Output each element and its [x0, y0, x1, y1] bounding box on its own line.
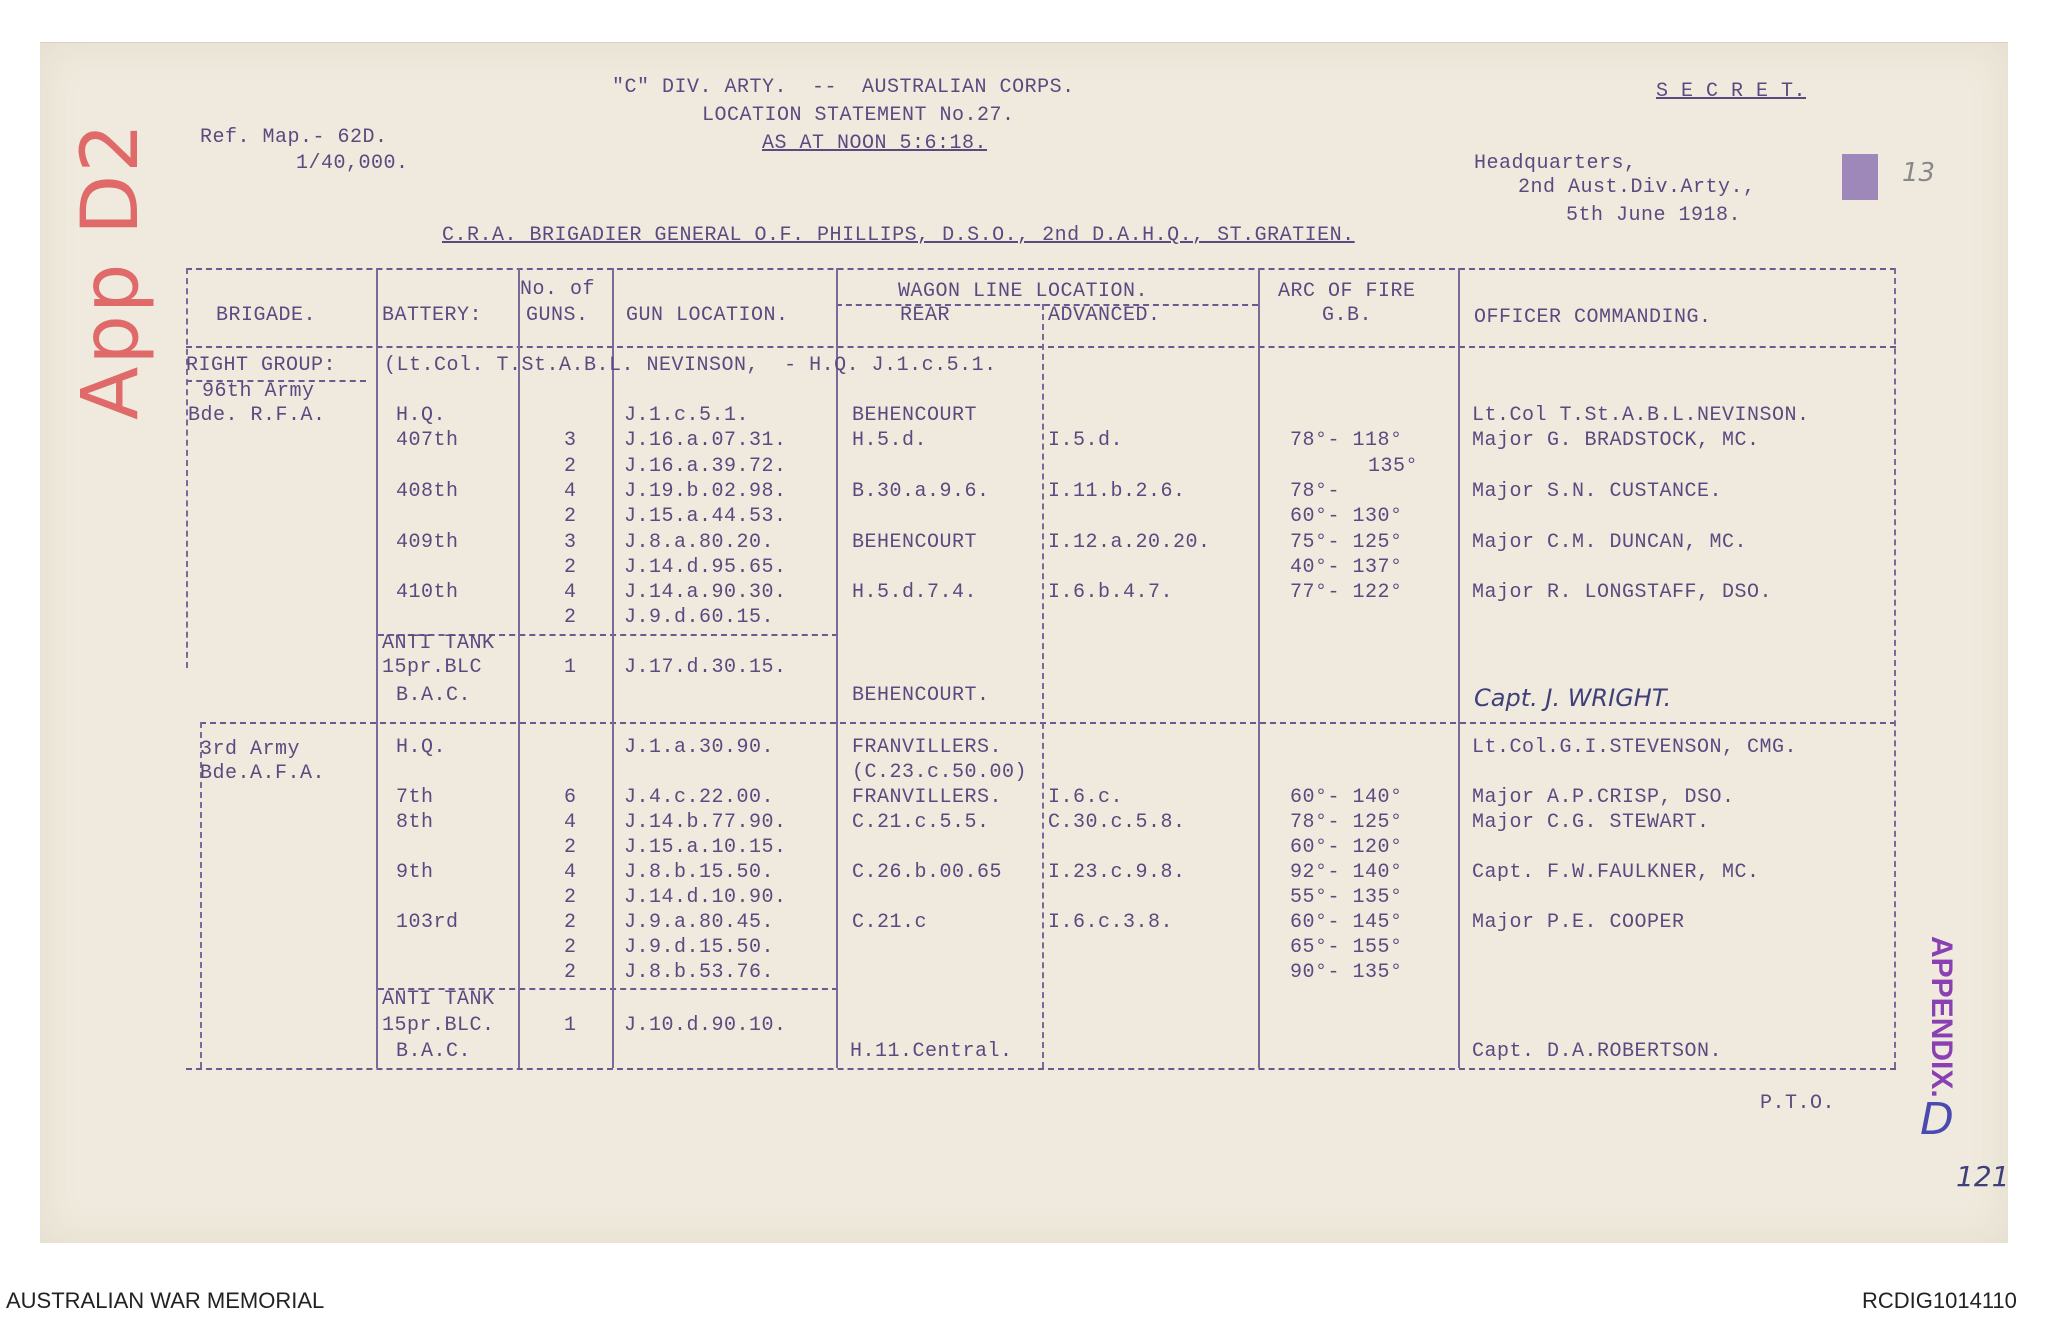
- header-advanced: ADVANCED.: [1048, 304, 1161, 327]
- right-group-label: RIGHT GROUP:: [186, 354, 337, 377]
- cell-battery: 410th: [396, 581, 459, 605]
- cell-arc: 78°-: [1290, 479, 1341, 503]
- cell-loc: J.16.a.07.31.: [624, 429, 787, 453]
- cell-guns: 2: [564, 836, 577, 859]
- cell-battery: H.Q.: [396, 736, 447, 759]
- red-pencil-annotation: App D2: [66, 121, 156, 420]
- cell-guns: 4: [564, 479, 577, 503]
- header-arc-2: G.B.: [1322, 304, 1373, 327]
- group2-brigade-1: 3rd Army: [200, 738, 301, 761]
- cell-officer: Major C.M. DUNCAN, MC.: [1472, 530, 1748, 554]
- right-group-hq: (Lt.Col. T.St.A.B.L. NEVINSON, - H.Q. J.1.c.5.1.: [384, 354, 997, 377]
- group1-bac-rear: BEHENCOURT.: [852, 684, 990, 707]
- cell-arc: 60°- 130°: [1290, 505, 1403, 529]
- cell-guns: 2: [564, 961, 577, 984]
- cell-arc: 75°- 125°: [1290, 530, 1403, 554]
- col-guns-border: [518, 268, 520, 1068]
- cell-officer: Major G. BRADSTOCK, MC.: [1472, 429, 1760, 453]
- cell-adv: I.12.a.20.20.: [1048, 530, 1211, 554]
- cell-loc: J.16.a.39.72.: [624, 454, 787, 478]
- cell-loc: J.8.b.15.50.: [624, 861, 775, 884]
- cell-arc: 90°- 135°: [1290, 961, 1403, 984]
- col-location-border: [612, 268, 614, 1068]
- cell-arc: 77°- 122°: [1290, 581, 1403, 605]
- cell-battery: 8th: [396, 811, 434, 834]
- cell-rear: C.21.c.5.5.: [852, 811, 990, 834]
- group2-brigade-2: Bde.A.F.A.: [200, 762, 326, 785]
- cra-line: C.R.A. BRIGADIER GENERAL O.F. PHILLIPS, D.S.O., 2nd D.A.H.Q., ST.GRATIEN.: [442, 224, 1355, 247]
- cell-officer: Lt.Col.G.I.STEVENSON, CMG.: [1472, 736, 1798, 759]
- cell-guns: 2: [564, 911, 577, 934]
- cell-rear: (C.23.c.50.00): [852, 761, 1028, 784]
- footer-id: RCDIG1014110: [1862, 1288, 2017, 1313]
- cell-adv: I.6.b.4.7.: [1048, 581, 1174, 605]
- header-rear: REAR: [900, 304, 951, 327]
- group2-antitank-loc: J.10.d.90.10.: [624, 1014, 787, 1037]
- cell-arc: 78°- 125°: [1290, 811, 1403, 834]
- cell-loc: J.1.c.5.1.: [624, 404, 750, 427]
- appendix-stamp: APPENDIX.: [1925, 936, 1958, 1098]
- folio-number: 121: [1956, 1160, 2010, 1193]
- cell-loc: J.8.a.80.20.: [624, 530, 775, 554]
- header-officer: OFFICER COMMANDING.: [1474, 306, 1712, 329]
- hq-address-2: 2nd Aust.Div.Arty.,: [1518, 176, 1756, 199]
- cell-rear: BEHENCOURT: [852, 404, 978, 427]
- group-separator-rule: [200, 722, 1896, 724]
- cell-loc: J.9.d.60.15.: [624, 606, 775, 630]
- header-guns-2: GUNS.: [526, 304, 589, 327]
- cell-guns: 4: [564, 861, 577, 884]
- cell-adv: I.6.c.: [1048, 786, 1124, 809]
- cell-guns: 2: [564, 555, 577, 579]
- cell-battery: 103rd: [396, 911, 459, 934]
- table-bottom-rule: [186, 1068, 1896, 1070]
- hq-date: 5th June 1918.: [1566, 204, 1742, 227]
- cell-loc: J.14.b.77.90.: [624, 811, 787, 834]
- title-line-3: AS AT NOON 5:6:18.: [762, 132, 988, 155]
- footer-source: AUSTRALIAN WAR MEMORIAL: [6, 1288, 325, 1313]
- cell-guns: 3: [564, 530, 577, 554]
- header-battery: BATTERY:: [382, 304, 483, 327]
- cell-rear: C.21.c: [852, 911, 928, 934]
- table-left-border: [186, 268, 188, 668]
- group2-bac: B.A.C.: [396, 1040, 472, 1063]
- cell-rear: H.5.d.7.4.: [852, 581, 978, 605]
- header-guns-1: No. of: [520, 278, 596, 301]
- header-bottom-rule: [186, 346, 1896, 348]
- group1-brigade-1: 96th Army: [202, 380, 315, 403]
- cell-arc: 78°- 118°: [1290, 429, 1403, 453]
- cell-guns: 2: [564, 886, 577, 909]
- header-wagon: WAGON LINE LOCATION.: [898, 280, 1149, 303]
- cell-adv: I.23.c.9.8.: [1048, 861, 1186, 884]
- cell-adv: I.11.b.2.6.: [1048, 479, 1186, 503]
- cell-guns: 2: [564, 505, 577, 529]
- cell-loc: J.9.a.80.45.: [624, 911, 775, 934]
- title-line-1: "C" DIV. ARTY. -- AUSTRALIAN CORPS.: [612, 76, 1075, 99]
- cell-arc: 60°- 120°: [1290, 836, 1403, 859]
- cell-loc: J.1.a.30.90.: [624, 736, 775, 759]
- cell-adv: I.5.d.: [1048, 429, 1124, 453]
- cell-loc: J.9.d.15.50.: [624, 936, 775, 959]
- cell-officer: Lt.Col T.St.A.B.L.NEVINSON.: [1472, 404, 1810, 427]
- cell-battery: 408th: [396, 479, 459, 503]
- cell-guns: 4: [564, 811, 577, 834]
- table-top-rule: [186, 268, 1896, 270]
- group1-antitank-label: ANTI TANK: [382, 632, 495, 655]
- cell-battery: 407th: [396, 429, 459, 453]
- cell-officer: Capt. F.W.FAULKNER, MC.: [1472, 861, 1760, 884]
- col-rear-border: [836, 268, 838, 1068]
- cell-guns: 3: [564, 429, 577, 453]
- appendix-letter: D: [1920, 1094, 1954, 1145]
- col-adv-border: [1042, 304, 1044, 1068]
- col-officer-border: [1458, 268, 1460, 1068]
- cell-rear: BEHENCOURT: [852, 530, 978, 554]
- cell-officer: Major A.P.CRISP, DSO.: [1472, 786, 1735, 809]
- cell-arc: 40°- 137°: [1290, 555, 1403, 579]
- cell-officer: Major P.E. COOPER: [1472, 911, 1685, 934]
- cell-loc: J.15.a.44.53.: [624, 505, 787, 529]
- cell-arc: 55°- 135°: [1290, 886, 1403, 909]
- cell-adv: C.30.c.5.8.: [1048, 811, 1186, 834]
- group1-antitank-loc: J.17.d.30.15.: [624, 656, 787, 679]
- cell-loc: J.14.d.95.65.: [624, 555, 787, 579]
- cell-arc: 135°: [1368, 454, 1419, 478]
- header-brigade: BRIGADE.: [216, 304, 317, 327]
- group1-bac-officer: Capt. J. WRIGHT.: [1474, 684, 1672, 712]
- group1-antitank-guns: 1: [564, 656, 577, 679]
- col-battery-border: [376, 268, 378, 1068]
- group2-antitank-label: ANTI TANK: [382, 988, 495, 1011]
- ref-map: Ref. Map.- 62D.: [200, 126, 388, 149]
- cell-officer: Major C.G. STEWART.: [1472, 811, 1710, 834]
- hq-address-1: Headquarters,: [1474, 152, 1637, 175]
- table-right-border: [1894, 268, 1896, 1068]
- cell-loc: J.14.a.90.30.: [624, 581, 787, 605]
- ref-map-scale: 1/40,000.: [296, 152, 409, 175]
- cell-battery: 409th: [396, 530, 459, 554]
- group2-bac-rear: H.11.Central.: [850, 1040, 1013, 1063]
- group1-brigade-2: Bde. R.F.A.: [188, 404, 326, 427]
- cell-arc: 60°- 145°: [1290, 911, 1403, 934]
- cell-battery: 7th: [396, 786, 434, 809]
- cell-guns: 2: [564, 606, 577, 630]
- cell-guns: 6: [564, 786, 577, 809]
- cell-arc: 60°- 140°: [1290, 786, 1403, 809]
- cell-battery: H.Q.: [396, 404, 447, 427]
- pto-note: P.T.O.: [1760, 1092, 1836, 1115]
- group1-bac: B.A.C.: [396, 684, 472, 707]
- cell-loc: J.14.d.10.90.: [624, 886, 787, 909]
- title-line-2: LOCATION STATEMENT No.27.: [702, 104, 1015, 127]
- cell-guns: 2: [564, 936, 577, 959]
- cell-rear: FRANVILLERS.: [852, 786, 1003, 809]
- purple-stamp: [1842, 154, 1878, 200]
- cell-loc: J.8.b.53.76.: [624, 961, 775, 984]
- cell-rear: B.30.a.9.6.: [852, 479, 990, 503]
- cell-arc: 92°- 140°: [1290, 861, 1403, 884]
- cell-loc: J.4.c.22.00.: [624, 786, 775, 809]
- cell-rear: H.5.d.: [852, 429, 928, 453]
- secret-mark: S E C R E T.: [1656, 80, 1807, 103]
- group2-antitank-type: 15pr.BLC.: [382, 1014, 495, 1037]
- cell-guns: 2: [564, 454, 577, 478]
- cell-arc: 65°- 155°: [1290, 936, 1403, 959]
- cell-rear: FRANVILLERS.: [852, 736, 1003, 759]
- cell-battery: 9th: [396, 861, 434, 884]
- cell-adv: I.6.c.3.8.: [1048, 911, 1174, 934]
- group1-antitank-type: 15pr.BLC: [382, 656, 483, 679]
- corner-number: 13: [1902, 158, 1936, 188]
- col-arc-border: [1258, 268, 1260, 1068]
- cell-officer: Major S.N. CUSTANCE.: [1472, 479, 1723, 503]
- header-arc-1: ARC OF FIRE: [1278, 280, 1416, 303]
- group2-antitank-guns: 1: [564, 1014, 577, 1037]
- group2-bac-officer: Capt. D.A.ROBERTSON.: [1472, 1040, 1723, 1063]
- cell-officer: Major R. LONGSTAFF, DSO.: [1472, 581, 1773, 605]
- cell-loc: J.19.b.02.98.: [624, 479, 787, 503]
- header-gun-location: GUN LOCATION.: [626, 304, 789, 327]
- cell-rear: C.26.b.00.65: [852, 861, 1003, 884]
- cell-guns: 4: [564, 581, 577, 605]
- cell-loc: J.15.a.10.15.: [624, 836, 787, 859]
